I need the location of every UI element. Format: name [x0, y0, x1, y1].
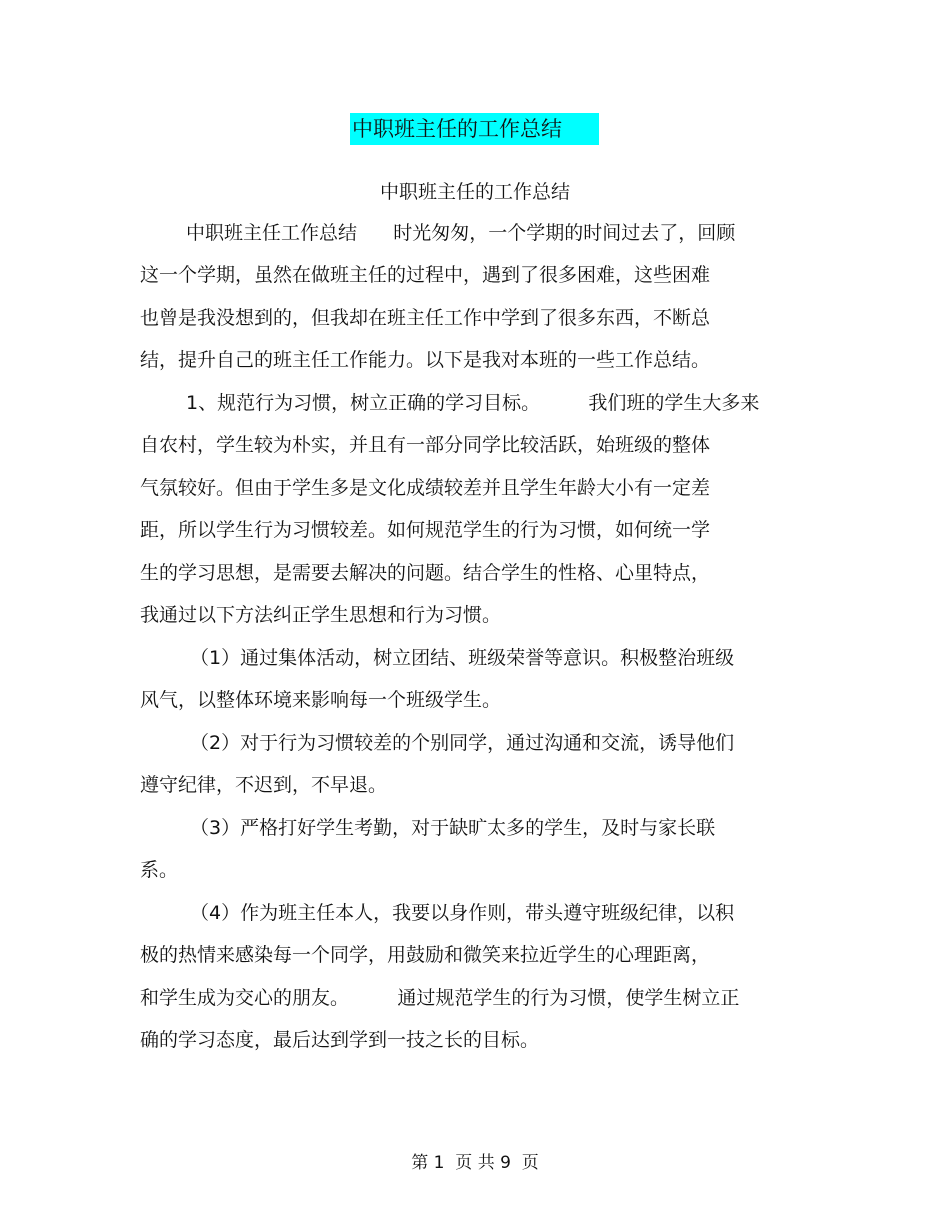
body-line: 系。: [140, 859, 179, 881]
body-line: 和学生成为交心的朋友。 通过规范学生的行为习惯，使学生树立正: [140, 987, 740, 1009]
body-line: 结，提升自己的班主任工作能力。以下是我对本班的一些工作总结。: [140, 349, 711, 371]
body-line: （2）对于行为习惯较差的个别同学，通过沟通和交流，诱导他们: [190, 732, 735, 754]
body-line: 气氛较好。但由于学生多是文化成绩较差并且学生年龄大小有一定差: [140, 477, 711, 499]
body-line: 遵守纪律，不迟到，不早退。: [140, 774, 388, 796]
document-subtitle: 中职班主任的工作总结: [379, 181, 570, 203]
body-line: 中职班主任工作总结 时光匆匆，一个学期的时间过去了，回顾: [186, 222, 736, 244]
body-line: 我通过以下方法纠正学生思想和行为习惯。: [140, 604, 502, 626]
body-line: 生的学习思想，是需要去解决的问题。结合学生的性格、心里特点，: [140, 562, 711, 584]
body-line: 自农村，学生较为朴实，并且有一部分同学比较活跃，始班级的整体: [140, 434, 711, 456]
body-line: 1、规范行为习惯，树立正确的学习目标。 我们班的学生大多来: [186, 392, 760, 414]
body-line: （1）通过集体活动，树立团结、班级荣誉等意识。积极整治班级: [190, 647, 735, 669]
body-line: 也曾是我没想到的，但我却在班主任工作中学到了很多东西，不断总: [140, 307, 711, 329]
body-line: 距，所以学生行为习惯较差。如何规范学生的行为习惯，如何统一学: [140, 519, 711, 541]
page-footer: 第 1 页 共 9 页: [411, 1153, 539, 1173]
body-line: 这一个学期，虽然在做班主任的过程中，遇到了很多困难，这些困难: [140, 264, 711, 286]
body-line: （4）作为班主任本人，我要以身作则，带头遵守班级纪律，以积: [190, 902, 735, 924]
body-line: （3）严格打好学生考勤，对于缺旷太多的学生，及时与家长联: [190, 817, 716, 839]
body-line: 极的热情来感染每一个同学，用鼓励和微笑来拉近学生的心理距离，: [140, 944, 711, 966]
body-line: 确的学习态度，最后达到学到一技之长的目标。: [140, 1029, 540, 1051]
document-title: 中职班主任的工作总结: [350, 113, 599, 145]
body-line: 风气，以整体环境来影响每一个班级学生。: [140, 689, 502, 711]
